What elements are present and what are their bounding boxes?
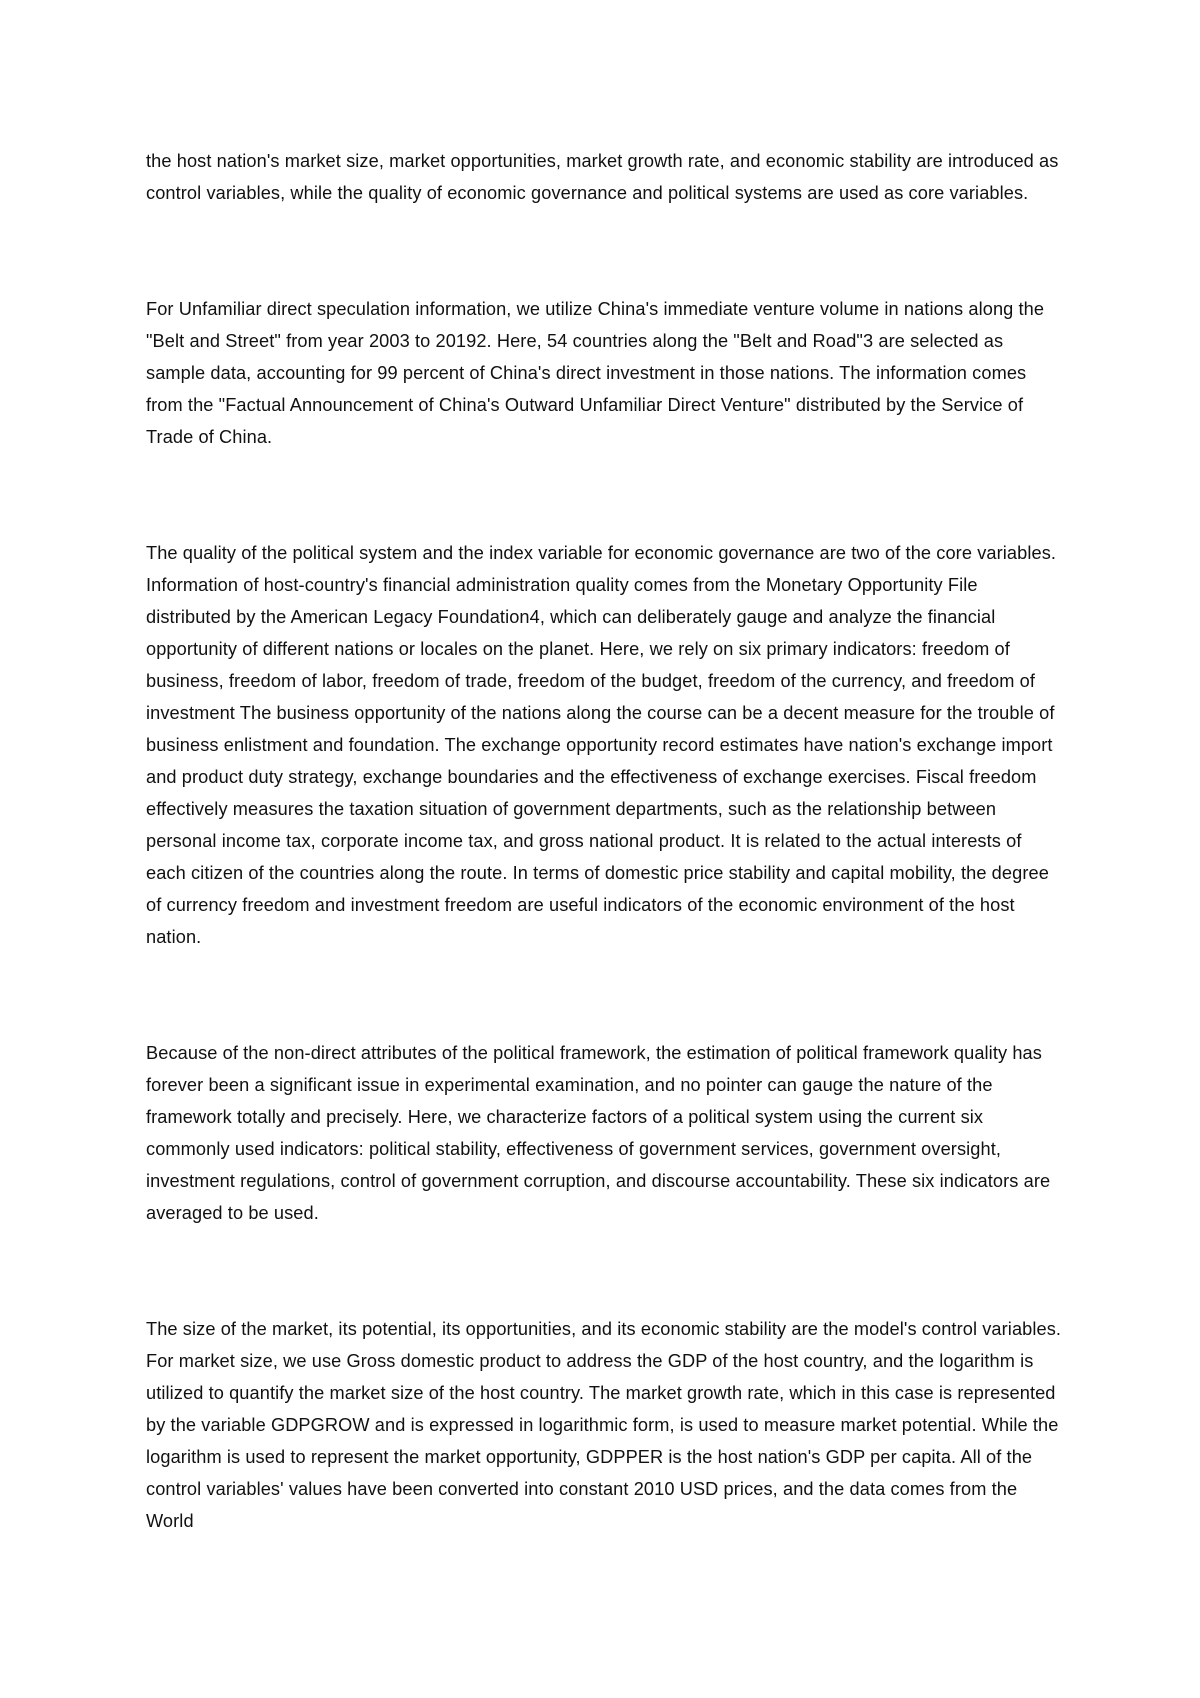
paragraph-control-variables: The size of the market, its potential, its opportunities, and its economic stability are the model's control variables. For market size, we use Gross domestic product to address the GDP of the host country, and the logarithm is utilized to quantify the market size of the host country. The market growth rate, which in this case is represented by the variable GDPGROW and is expressed in logarithmic form, is used to measure market potential. While the logarithm is used to represent the market opportunity, GDPPER is the host nation's GDP per capita. All of the control variables' values have been converted into constant 2010 USD prices, and the data comes from the World (146, 1319, 1062, 1531)
paragraph-political-system: Because of the non-direct attributes of the political framework, the estimation of political framework quality has forever been a significant issue in experimental examination, and no pointer can gauge the nature of the framework totally and precisely. Here, we characterize factors of a political system using the current six commonly used indicators: political stability, effectiveness of government services, government oversight, investment regulations, control of government corruption, and discourse accountability. These six indicators are averaged to be used. (146, 1043, 1051, 1223)
paragraph-fdi-data: For Unfamiliar direct speculation information, we utilize China's immediate venture volume in nations along the "Belt and Street" from year 2003 to 20192. Here, 54 countries along the "Belt and Road"3 are selected as sample data, accounting for 99 percent of China's direct investment in those nations. The information comes from the "Factual Announcement of China's Outward Unfamiliar Direct Venture" distributed by the Service of Trade of China. (146, 299, 1045, 447)
document-body (146, 145, 1066, 1537)
paragraph-variables-intro: the host nation's market size, market opportunities, market growth rate, and economic stability are introduced as control variables, while the quality of economic governance and political systems are used as core variables. (146, 151, 1059, 203)
paragraph-economic-governance: The quality of the political system and the index variable for economic governance are two of the core variables. Information of host-country's financial administration quality comes from the Monetary Opportunity File distributed by the American Legacy Foundation4, which can deliberately gauge and analyze the financial opportunity of different nations or locales on the planet. Here, we rely on six primary indicators: freedom of business, freedom of labor, freedom of trade, freedom of the budget, freedom of the currency, and freedom of investment The business opportunity of the nations along the course can be a decent measure for the trouble of business enlistment and foundation. The exchange opportunity record estimates have nation's exchange import and product duty strategy, exchange boundaries and the effectiveness of exchange exercises. Fiscal freedom effectively measures the taxation situation of government departments, such as the relationship between personal income tax, corporate income tax, and gross national product. It is related to the actual interests of each citizen of the countries along the route. In terms of domestic price stability and capital mobility, the degree of currency freedom and investment freedom are useful indicators of the economic environment of the host nation. (146, 543, 1057, 947)
